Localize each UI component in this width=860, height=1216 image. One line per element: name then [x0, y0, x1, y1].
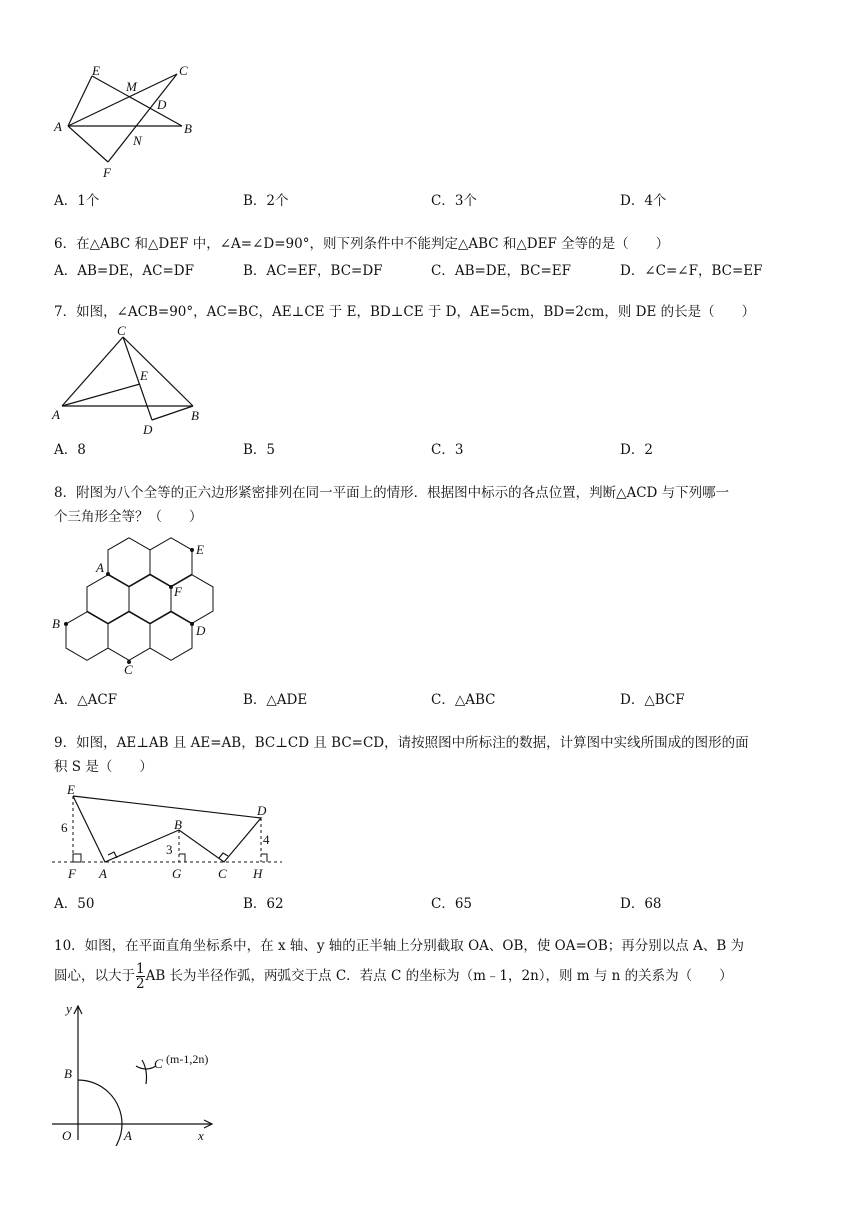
q5-option-b[interactable]: B．2个: [243, 193, 289, 209]
q6-option-a[interactable]: A．AB=DE，AC=DF: [54, 263, 194, 279]
q8-option-b[interactable]: B．△ADE: [243, 692, 308, 708]
q10-label-O: O: [62, 1128, 72, 1143]
q10-label-C: C: [154, 1056, 163, 1071]
q9-label-C: C: [218, 866, 227, 881]
q7-label-E: E: [140, 368, 148, 383]
q5-label-A: A: [54, 119, 62, 134]
q5-label-E: E: [92, 63, 100, 78]
q7-label-A: A: [52, 407, 60, 422]
q7-label-B: B: [191, 408, 199, 423]
q10-label-B: B: [64, 1066, 72, 1081]
q8-stem-line2: 个三角形全等？（ ）: [54, 509, 203, 525]
q8-stem-line1: 8．附图为八个全等的正六边形紧密排列在同一平面上的情形．根据图中标示的各点位置，判断△ACD 与下列哪一: [54, 485, 730, 501]
fraction-numerator: 1: [136, 961, 145, 977]
fraction-denominator: 2: [136, 976, 145, 992]
q9-label-F: F: [68, 866, 76, 881]
q6-option-b[interactable]: B．AC=EF，BC=DF: [243, 263, 383, 279]
q7-label-C: C: [117, 323, 126, 338]
q5-label-F: F: [103, 165, 111, 180]
q9-stem-line1: 9．如图，AE⊥AB 且 AE=AB，BC⊥CD 且 BC=CD，请按照图中所标注的数据，计算图中实线所围成的图形的面: [54, 735, 749, 751]
q8-option-d[interactable]: D．△BCF: [620, 692, 685, 708]
hexagon: [150, 538, 192, 587]
q10-stem-line2-b: AB 长为半径作弧，两弧交于点 C．若点 C 的坐标为（m﹣1，2n），则 m 与 n 的关系为（ ）: [145, 968, 733, 984]
hexagon: [108, 538, 150, 587]
q7-option-c[interactable]: C．3: [431, 442, 464, 458]
q8-label-B: B: [52, 616, 60, 631]
q8-label-A: A: [96, 560, 104, 575]
q7-stem: 7．如图，∠ACB=90°，AC=BC，AE⊥CE 于 E，BD⊥CE 于 D，AE=5cm，BD=2cm，则 DE 的长是（ ）: [54, 304, 756, 320]
q7-label-D: D: [143, 422, 153, 437]
fraction-one-half: [136, 962, 145, 991]
q9-option-a[interactable]: A．50: [54, 896, 95, 912]
q7-figure: [50, 322, 210, 438]
q10-figure: [50, 1000, 250, 1150]
q5-label-N: N: [133, 133, 142, 148]
q9-option-b[interactable]: B．62: [243, 896, 284, 912]
q9-label-E: E: [67, 782, 75, 797]
q9-option-c[interactable]: C．65: [431, 896, 473, 912]
q9-option-d[interactable]: D．68: [620, 896, 662, 912]
q8-label-D: D: [196, 623, 206, 638]
q9-number-6: 6: [61, 820, 68, 835]
q5-option-d[interactable]: D．4个: [620, 193, 667, 209]
q8-label-E: E: [196, 542, 204, 557]
q5-label-C: C: [179, 63, 188, 78]
q5-figure: [50, 62, 200, 182]
q9-figure: [50, 782, 290, 882]
q10-label-y: y: [66, 1001, 72, 1016]
q9-number-3: 3: [166, 842, 173, 857]
q10-stem-line1: 10．如图，在平面直角坐标系中，在 x 轴、y 轴的正半轴上分别截取 OA、OB，使 OA=OB；再分别以点 A、B 为: [54, 938, 745, 954]
q10-stem-line2: [54, 962, 814, 991]
q7-option-b[interactable]: B．5: [243, 442, 276, 458]
q6-option-d[interactable]: D．∠C=∠F，BC=EF: [620, 263, 763, 279]
q5-label-B: B: [184, 121, 192, 136]
q5-label-D: D: [157, 97, 167, 112]
q8-figure: [48, 532, 228, 674]
q8-option-a[interactable]: A．△ACF: [54, 692, 118, 708]
q5-option-c[interactable]: C．3个: [431, 193, 477, 209]
q9-number-4: 4: [263, 832, 270, 847]
q9-label-D: D: [257, 803, 267, 818]
q9-label-H: H: [253, 866, 263, 881]
q10-label-A: A: [124, 1128, 132, 1143]
q6-stem: 6．在△ABC 和△DEF 中，∠A=∠D=90°，则下列条件中不能判定△ABC 和△DEF 全等的是（ ）: [54, 236, 670, 252]
q9-label-G: G: [172, 866, 182, 881]
q8-label-C: C: [124, 662, 133, 674]
hexagon-grid: [66, 538, 213, 661]
q10-label-x: x: [198, 1128, 204, 1143]
q8-label-F: F: [174, 584, 182, 599]
q10-label-coord: (m-1,2n): [166, 1052, 209, 1066]
q7-option-a[interactable]: A．8: [54, 442, 86, 458]
q5-label-M: M: [126, 79, 137, 94]
q5-option-a[interactable]: A．1个: [54, 193, 100, 209]
q9-label-B: B: [174, 817, 182, 832]
q9-label-A: A: [99, 866, 107, 881]
q10-stem-line2-a: 圆心，以大于: [54, 968, 135, 984]
q9-stem-line2: 积 S 是（ ）: [54, 759, 153, 775]
q7-option-d[interactable]: D．2: [620, 442, 653, 458]
q6-option-c[interactable]: C．AB=DE，BC=EF: [431, 263, 572, 279]
q8-option-c[interactable]: C．△ABC: [431, 692, 496, 708]
